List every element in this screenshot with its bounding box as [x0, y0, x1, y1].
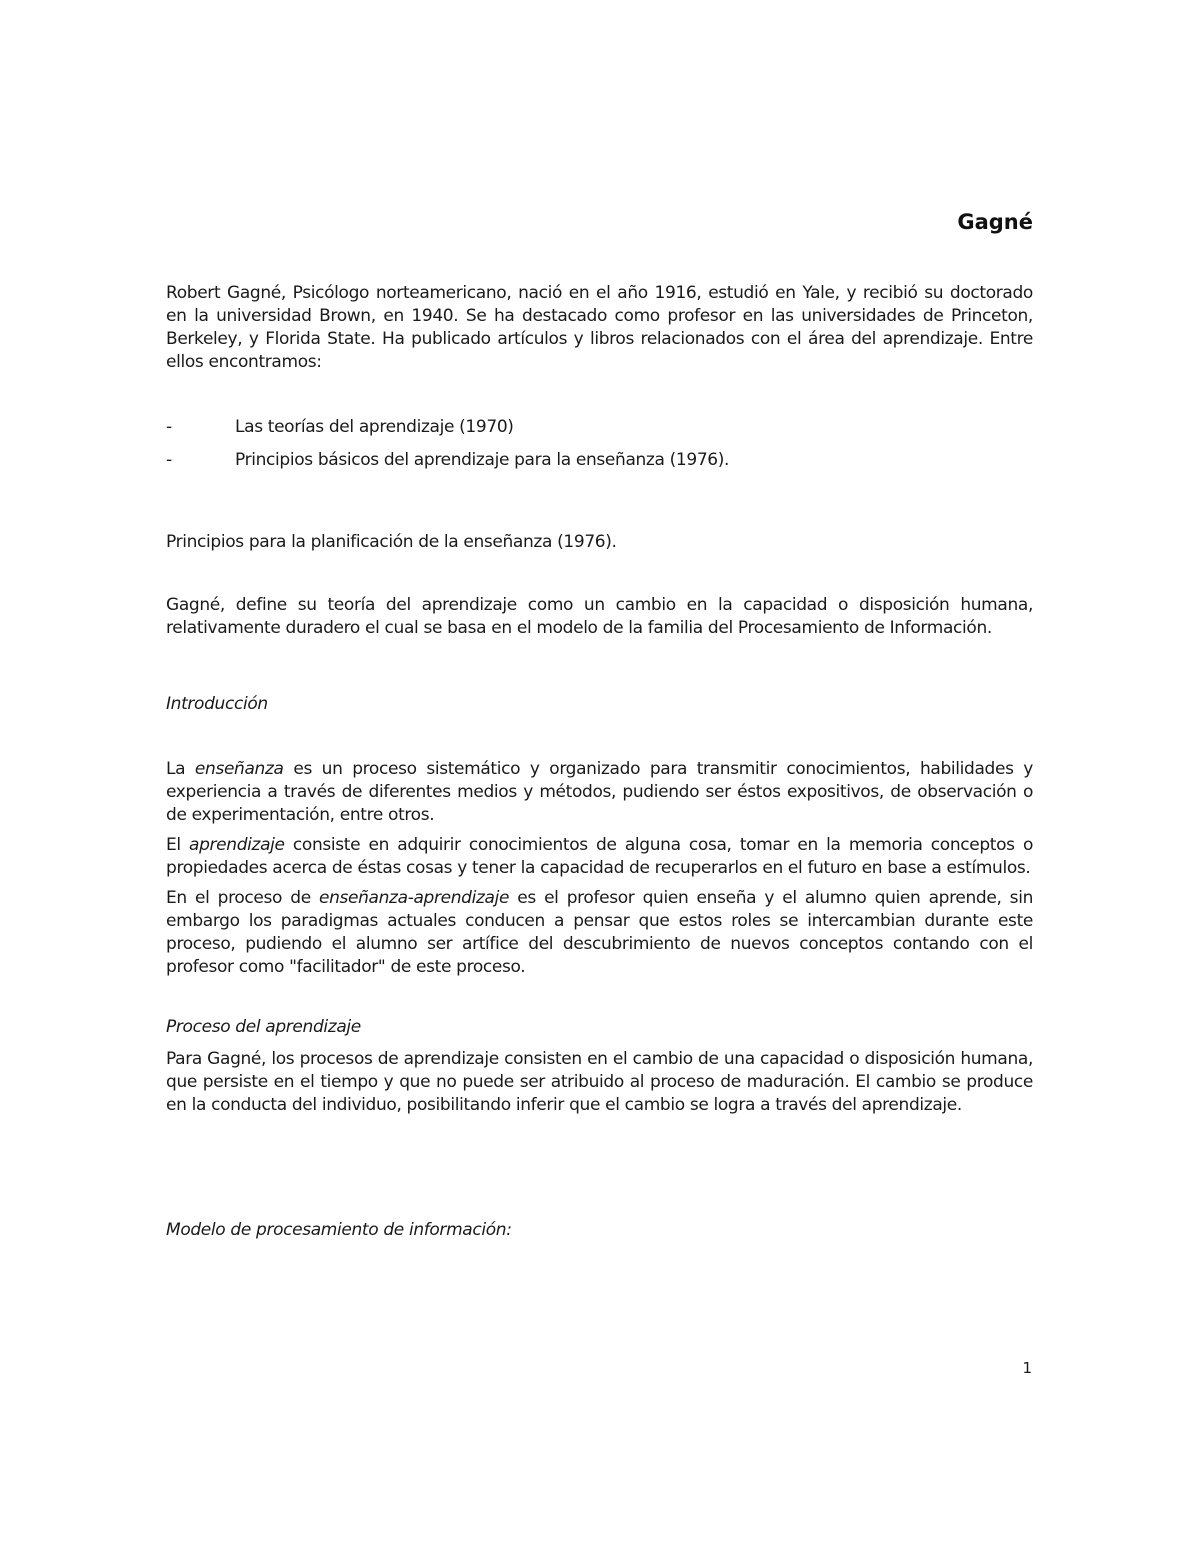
ensenanza-paragraph: [166, 758, 1033, 827]
list-item-marker: -: [166, 450, 172, 470]
proceso-emphasis: enseñanza-aprendizaje: [318, 888, 510, 908]
proceso-suffix: es el profesor quien enseña y el alumno quien aprende, sin embargo los paradigmas actuales conducen a pensar que estos roles se intercambian durante este proceso, pudiendo el alumno ser artífice del descubrimiento de nuevos conceptos contando con el profesor como "facilitador" de este proceso.: [166, 888, 1033, 977]
list-item: [166, 416, 1033, 439]
publications-list: [166, 416, 1033, 472]
aprendizaje-paragraph: [166, 834, 1033, 880]
proceso-paragraph: [166, 887, 1033, 979]
list-item-text: Principios básicos del aprendizaje para la enseñanza (1976).: [235, 450, 730, 470]
planning-line: Principios para la planificación de la enseñanza (1976).: [166, 532, 617, 552]
aprendizaje-prefix: El: [166, 835, 190, 855]
document-body: [166, 204, 1033, 1242]
proceso-prefix: En el proceso de: [166, 888, 319, 908]
list-item: [166, 449, 1033, 472]
proceso-heading: Proceso del aprendizaje: [166, 1017, 361, 1037]
aprendizaje-emphasis: aprendizaje: [189, 835, 285, 855]
ensenanza-prefix: La: [166, 759, 195, 779]
introduccion-heading: Introducción: [166, 694, 268, 714]
document-title: Gagné: [957, 210, 1033, 234]
aprendizaje-suffix: consiste en adquirir conocimientos de alguna cosa, tomar en la memoria conceptos o propiedades acerca de éstas cosas y tener la capacidad de recuperarlos en el futuro en base a estímulos.: [166, 835, 1033, 878]
definition-paragraph: Gagné, define su teoría del aprendizaje como un cambio en la capacidad o disposición humana, relativamente duradero el cual se basa en el modelo de la familia del Procesamiento de Información.: [166, 595, 1033, 638]
modelo-heading: Modelo de procesamiento de información:: [166, 1220, 512, 1240]
ensenanza-emphasis: enseñanza: [194, 759, 284, 779]
page-number: 1: [1022, 1359, 1032, 1377]
proceso-aprendizaje-paragraph: Para Gagné, los procesos de aprendizaje consisten en el cambio de una capacidad o disposición humana, que persiste en el tiempo y que no puede ser atribuido al proceso de maduración. El cambio se produce en la conducta del individuo, posibilitando inferir que el cambio se logra a través del aprendizaje.: [166, 1049, 1033, 1115]
intro-paragraph: Robert Gagné, Psicólogo norteamericano, nació en el año 1916, estudió en Yale, y recibió su doctorado en la universidad Brown, en 1940. Se ha destacado como profesor en las universidades de Princeton, Berkeley, y Florida State. Ha publicado artículos y libros relacionados con el área del aprendizaje. Entre ellos encontramos:: [166, 283, 1033, 372]
list-item-text: Las teorías del aprendizaje (1970): [235, 417, 514, 437]
list-item-marker: -: [166, 417, 172, 437]
ensenanza-suffix: es un proceso sistemático y organizado para transmitir conocimientos, habilidades y experiencia a través de diferentes medios y métodos, pudiendo ser éstos expositivos, de observación o de experimentación, entre otros.: [166, 759, 1033, 825]
